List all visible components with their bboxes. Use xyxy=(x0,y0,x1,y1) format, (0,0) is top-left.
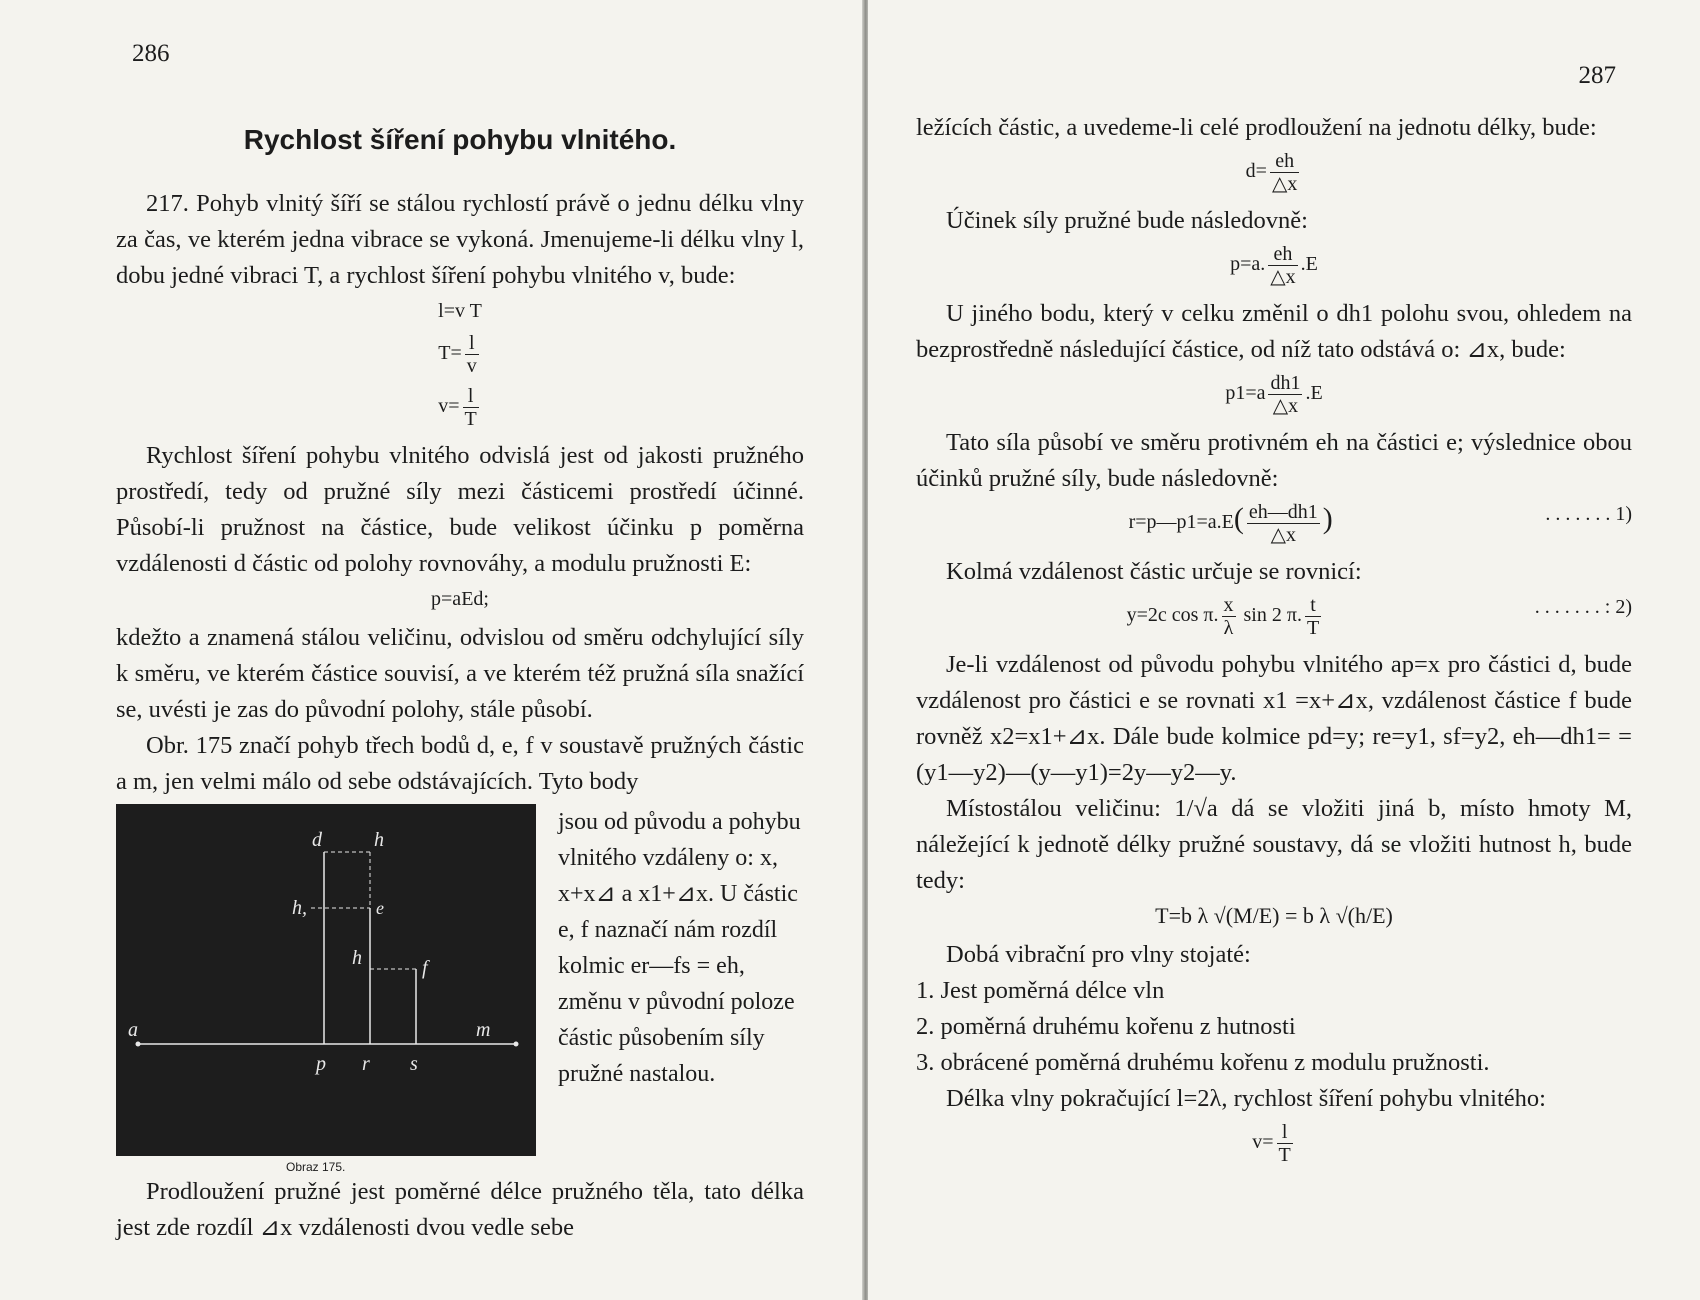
formula-r-lhs: r=p—p1=a.E xyxy=(1128,511,1234,534)
point-m xyxy=(514,1042,519,1047)
fraction-denominator: T xyxy=(1306,617,1320,639)
paragraph-jineho-bodu: U jiného bodu, který v celku změnil o dh1 polohu svou, ohledem na bezprostředně následující částice, od níž tato odstává o: ⊿x, bude: xyxy=(916,300,1632,363)
label-h: h xyxy=(374,829,384,851)
label-e: e xyxy=(376,898,384,918)
label-s: s xyxy=(410,1053,418,1075)
paragraph-kdezto: kdežto a znamená stálou veličinu, odvislou od směru odchylující síly k směru, ve kterém částice souvisí, a ve kterém též pružná síla snažící se, uvésti je zas do původní polohy, stále působí. xyxy=(116,624,804,723)
fraction-numerator: x xyxy=(1223,594,1234,616)
fraction xyxy=(1268,372,1302,417)
paragraph-delka-vlny: Délka vlny pokračující l=2λ, rychlost šíření pohybu vlnitého: xyxy=(946,1085,1546,1112)
paragraph-speed: Rychlost šíření pohybu vlnitého odvislá jest od jakosti pružného prostředí, tedy od pružné síly mezi částicemi prostředí účinné. Působí-li pružnost na částice, bude velikost účinku p poměrna vzdálenosti d částic od polohy rovnováhy, a modulu pružnosti E: xyxy=(116,442,804,577)
formula-t-period: T=b λ √(M/E) = b λ √(h/E) xyxy=(1155,903,1393,928)
formula-y xyxy=(916,594,1632,639)
page-number-right: 287 xyxy=(1578,62,1616,89)
fraction-numerator: eh xyxy=(1268,243,1297,266)
formula-p1 xyxy=(916,372,1632,417)
fraction-denominator: △x xyxy=(1271,173,1298,195)
list-item: 3. obrácené poměrná druhému kořenu z modulu pružnosti. xyxy=(916,1049,1490,1076)
fraction xyxy=(465,332,479,377)
label-m: m xyxy=(476,1019,491,1041)
fraction-numerator: l xyxy=(465,332,479,355)
formula-v-lhs: v= xyxy=(438,395,460,418)
fraction-denominator: △x xyxy=(1272,395,1299,417)
fraction-denominator: △x xyxy=(1270,524,1297,546)
formula-d-lhs: d= xyxy=(1245,160,1267,183)
fraction-numerator: eh xyxy=(1270,150,1299,173)
paragraph-217: 217. Pohyb vlnitý šíří se stálou rychlostí právě o jednu délku vlny za čas, ve kterém jedna vibrace se vykoná. Jmenujeme-li délku vlny l, dobu jedné vibraci T, a rychlost šíření pohybu vlnitého v, bude: xyxy=(116,190,804,289)
label-a: a xyxy=(128,1019,138,1041)
formula-p xyxy=(916,243,1632,288)
formula-v-final-lhs: v= xyxy=(1252,1131,1274,1154)
page-number-left: 286 xyxy=(132,40,170,67)
equation-tag-1: . . . . . . . 1) xyxy=(1545,503,1632,525)
paragraph-prodlouzeni: Prodloužení pružné jest poměrné délce pružného těla, tato délka jest zde rozdíl ⊿x vzdálenosti dvou vedle sebe xyxy=(116,1178,804,1241)
label-h1: h, xyxy=(292,897,307,919)
figure-caption: Obraz 175. xyxy=(286,1160,346,1174)
fraction xyxy=(1305,594,1321,639)
figure-side-text: jsou od původu a pohybu vlnitého vzdáleny o: x, x+x⊿ a x1+⊿x. U částic e, f naznačí nám rozdíl kolmic er—fs = eh, změnu v původní poloze částic působením síly pružné nastalou. xyxy=(558,809,801,1087)
fraction-denominator: v xyxy=(466,355,477,377)
list-item: 2. poměrná druhému kořenu z hutnosti xyxy=(916,1013,1296,1040)
paragraph-kolma: Kolmá vzdálenost částic určuje se rovnicí: xyxy=(946,558,1362,585)
label-d: d xyxy=(312,829,322,851)
formula-v-final xyxy=(916,1121,1632,1166)
right-page xyxy=(868,0,1700,1300)
section-heading: Rychlost šíření pohybu vlnitého. xyxy=(243,124,677,155)
formula-p1-rhs: .E xyxy=(1305,382,1323,405)
paragraph-tato-sila: Tato síla působí ve směru protivném eh na částici e; výslednice obou účinků pružné síly, bude následovně: xyxy=(916,429,1632,492)
fraction xyxy=(1270,150,1299,195)
label-r: r xyxy=(362,1053,370,1075)
equation-tag-2: . . . . . . . : 2) xyxy=(1534,596,1632,618)
fraction xyxy=(1268,243,1297,288)
open-paren: ( xyxy=(1233,502,1244,536)
paragraph-obr: Obr. 175 značí pohyb třech bodů d, e, f v soustavě pružných částic a m, jen velmi málo od sebe odstávajících. Tyto body xyxy=(116,732,804,795)
wave-diagram xyxy=(116,804,536,1156)
fraction xyxy=(463,385,479,430)
formula-y-lhs: y=2c cos π. xyxy=(1126,604,1219,627)
formula-y-mid: sin 2 π. xyxy=(1243,604,1302,627)
paragraph-je-li: Je-li vzdálenost od původu pohybu vlnitého ap=x pro částici d, bude vzdálenost pro částici e se rovnati x1 =x+⊿x, vzdálenost částice f bude rovněž x2=x1+⊿x. Dále bude kolmice pd=y; re=y1, sf=y2, eh—dh1= =(y1—y2)—(y—y1)=2y—y2—y. xyxy=(916,651,1632,786)
formula-p1-lhs: p1=a xyxy=(1225,382,1266,405)
fraction-numerator: l xyxy=(463,385,479,408)
fraction-denominator: T xyxy=(464,408,477,430)
fraction-denominator: T xyxy=(1278,1144,1291,1166)
formula-r xyxy=(916,501,1632,546)
formula-p-lhs: p=a. xyxy=(1230,253,1266,276)
fraction xyxy=(1222,594,1236,639)
list-item: 1. Jest poměrná délce vln xyxy=(916,977,1165,1004)
formula-t-lhs: T= xyxy=(438,342,462,365)
formula-v xyxy=(116,385,804,430)
formula-p-rhs: .E xyxy=(1300,253,1318,276)
fraction-denominator: △x xyxy=(1270,266,1296,288)
figure-block xyxy=(116,804,804,1174)
label-h2: h xyxy=(352,947,362,969)
fraction-numerator: eh—dh1 xyxy=(1248,501,1318,523)
fraction-numerator: l xyxy=(1277,1121,1293,1144)
fraction xyxy=(1277,1121,1293,1166)
paragraph-lezicich: ležících částic, a uvedeme-li celé prodloužení na jednotu délky, bude: xyxy=(916,114,1597,141)
formula-l-vt: l=v T xyxy=(438,300,482,322)
formula-t xyxy=(116,332,804,377)
fraction-numerator: t xyxy=(1305,594,1321,617)
formula-p-aed: p=aEd; xyxy=(431,588,489,610)
label-f: f xyxy=(422,957,428,979)
point-a xyxy=(136,1042,141,1047)
fraction-denominator: λ xyxy=(1223,617,1234,639)
paragraph-mistostalou: Místostálou veličinu: 1/√a dá se vložiti jiná b, místo hmoty M, náležející k jednotě délky pružné soustavy, dá se vložiti hutnost h, bude tedy: xyxy=(916,795,1632,894)
paragraph-ucinek: Účinek síly pružné bude následovně: xyxy=(946,207,1308,234)
fraction xyxy=(1247,501,1320,546)
fraction-numerator: dh1 xyxy=(1270,372,1301,394)
paragraph-doba: Dobá vibrační pro vlny stojaté: xyxy=(946,941,1251,968)
formula-d xyxy=(916,150,1632,195)
figure-175 xyxy=(116,804,536,1156)
label-p: p xyxy=(316,1053,326,1075)
close-paren: ) xyxy=(1322,502,1333,536)
